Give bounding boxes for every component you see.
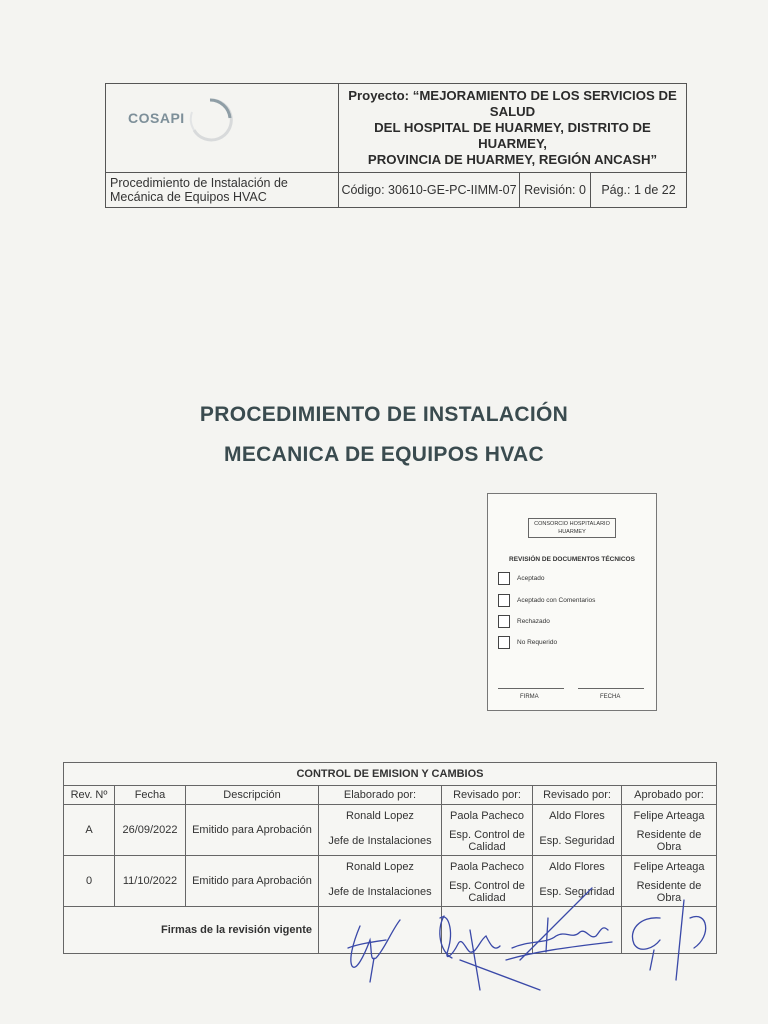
signature-revisado-1 — [442, 907, 533, 954]
table-row — [64, 805, 717, 828]
header-revisado-1: Revisado por: — [442, 786, 533, 805]
project-title — [339, 84, 687, 173]
stamp-org-line2: HUARMEY — [558, 529, 586, 535]
cell-aprobado-role: Residente de Obra — [622, 827, 717, 856]
review-stamp — [487, 493, 657, 711]
signature-elaborado-tail — [370, 958, 374, 982]
table-header-row — [64, 786, 717, 805]
cell-aprobado-name: Felipe Arteaga — [622, 856, 717, 879]
cell-rev: 0 — [64, 856, 115, 907]
page-number: Pág.: 1 de 22 — [591, 173, 687, 208]
fecha-label: FECHA — [600, 694, 621, 700]
cell-elaborado-role: Jefe de Instalaciones — [319, 878, 442, 907]
company-name: COSAPI — [128, 110, 185, 126]
project-line3: PROVINCIA DE HUARMEY, REGIÓN ANCASH” — [367, 152, 658, 167]
cell-fecha: 11/10/2022 — [115, 856, 186, 907]
cell-revisado1-name: Paola Pacheco — [442, 805, 533, 828]
document-header — [105, 83, 687, 208]
cell-revisado1-name: Paola Pacheco — [442, 856, 533, 879]
cell-fecha: 26/09/2022 — [115, 805, 186, 856]
revision-number: Revisión: 0 — [520, 173, 591, 208]
revision-control-table — [63, 762, 717, 954]
option-rechazado[interactable] — [498, 615, 550, 628]
project-line2: DEL HOSPITAL DE HUARMEY, DISTRITO DE HUARMEY, — [374, 120, 651, 151]
header-aprobado: Aprobado por: — [622, 786, 717, 805]
option-label: No Requerido — [517, 639, 558, 646]
option-label: Rechazado — [517, 618, 550, 625]
project-label: Proyecto: — [348, 88, 410, 103]
document-code: Código: 30610-GE-PC-IIMM-07 — [339, 173, 520, 208]
signature-aprobado — [622, 907, 717, 954]
main-title-line2: MECANICA DE EQUIPOS HVAC — [224, 443, 544, 466]
option-no-requerido[interactable] — [498, 636, 557, 649]
option-aceptado-con-comentarios[interactable] — [498, 594, 595, 607]
option-aceptado[interactable] — [498, 572, 544, 585]
fecha-line — [578, 688, 644, 689]
header-rev: Rev. Nº — [64, 786, 115, 805]
firma-line — [498, 688, 564, 689]
cell-descripcion: Emitido para Aprobación — [186, 805, 319, 856]
checkbox-icon[interactable] — [498, 572, 510, 585]
signatures-label: Firmas de la revisión vigente — [64, 907, 319, 954]
checkbox-icon[interactable] — [498, 636, 510, 649]
checkbox-icon[interactable] — [498, 594, 510, 607]
table-row — [64, 856, 717, 879]
stamp-heading: REVISIÓN DE DOCUMENTOS TÉCNICOS — [509, 556, 635, 563]
cell-revisado2-name: Aldo Flores — [533, 856, 622, 879]
cell-aprobado-role: Residente de Obra — [622, 878, 717, 907]
table-caption: CONTROL DE EMISION Y CAMBIOS — [64, 763, 717, 786]
signature-row — [64, 907, 717, 954]
signature-revisado1-line — [460, 960, 540, 990]
main-title-line1: PROCEDIMIENTO DE INSTALACIÓN — [199, 403, 569, 426]
cell-revisado1-role: Esp. Control de Calidad — [442, 827, 533, 856]
signature-revisado-2 — [533, 907, 622, 954]
procedure-line2: Mecánica de Equipos HVAC — [110, 190, 267, 204]
procedure-name — [106, 173, 339, 208]
header-fecha: Fecha — [115, 786, 186, 805]
cell-rev: A — [64, 805, 115, 856]
cell-elaborado-role: Jefe de Instalaciones — [319, 827, 442, 856]
signature-elaborado — [319, 907, 442, 954]
cell-revisado2-role: Esp. Seguridad — [533, 878, 622, 907]
project-line1: “MEJORAMIENTO DE LOS SERVICIOS DE SALUD — [412, 88, 677, 119]
header-descripcion: Descripción — [186, 786, 319, 805]
firma-label: FIRMA — [520, 694, 539, 700]
cell-aprobado-name: Felipe Arteaga — [622, 805, 717, 828]
procedure-line1: Procedimiento de Instalación de — [110, 176, 288, 190]
cell-elaborado-name: Ronald Lopez — [319, 856, 442, 879]
header-revisado-2: Revisado por: — [533, 786, 622, 805]
cell-revisado2-name: Aldo Flores — [533, 805, 622, 828]
stamp-org-line1: CONSORCIO HOSPITALARIO — [534, 521, 610, 527]
cell-revisado2-role: Esp. Seguridad — [533, 827, 622, 856]
option-label: Aceptado — [517, 575, 545, 582]
logo-ring-icon — [186, 96, 234, 144]
company-logo — [106, 84, 339, 173]
cell-revisado1-role: Esp. Control de Calidad — [442, 878, 533, 907]
option-label: Aceptado con Comentarios — [517, 597, 596, 604]
header-elaborado: Elaborado por: — [319, 786, 442, 805]
checkbox-icon[interactable] — [498, 615, 510, 628]
cell-descripcion: Emitido para Aprobación — [186, 856, 319, 907]
cell-elaborado-name: Ronald Lopez — [319, 805, 442, 828]
stamp-organization — [528, 518, 616, 538]
